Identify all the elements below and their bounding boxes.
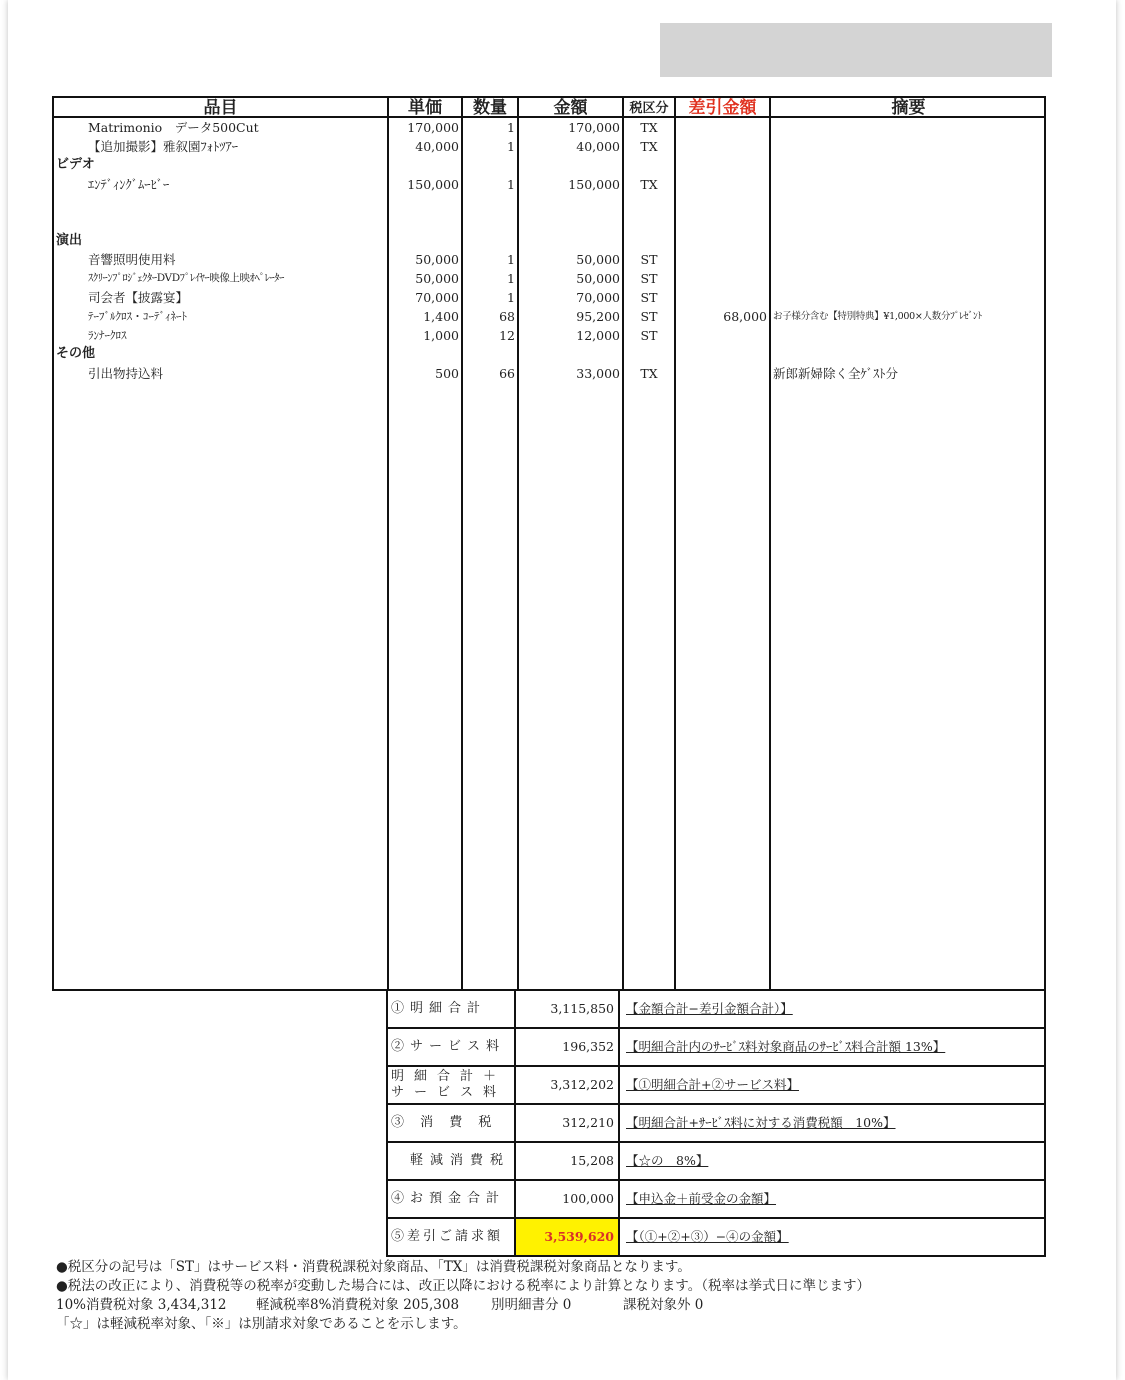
header-unit-price: 単価 xyxy=(408,98,442,118)
quantity: 1 xyxy=(507,120,515,135)
summary-row-service-charge xyxy=(388,1027,1044,1065)
amount: 150,000 xyxy=(568,177,620,192)
non-taxable: 課税対象外 0 xyxy=(623,1297,704,1313)
summary-row-consumption-tax xyxy=(388,1103,1044,1141)
summary-amount-highlight: 3,539,620 xyxy=(516,1219,620,1255)
tax-class: ST xyxy=(640,328,658,343)
item-name: 司会者【披露宴】 xyxy=(88,290,189,305)
footnotes xyxy=(56,1258,870,1334)
category-label: その他 xyxy=(56,346,96,361)
summary-note: 【金額合計−差引金額合計）】 xyxy=(626,1001,793,1016)
header-tax-class: 税区分 xyxy=(629,101,669,116)
quantity: 1 xyxy=(507,139,515,154)
summary-amount: 100,000 xyxy=(516,1181,620,1217)
summary-amount: 3,312,202 xyxy=(516,1067,620,1103)
column-divider xyxy=(387,98,389,989)
summary-note: 【☆の 8%】 xyxy=(626,1153,709,1168)
quantity: 12 xyxy=(499,328,515,343)
header-discount: 差引金額 xyxy=(688,98,757,118)
footnote-line: ●税法の改正により、消費税等の税率が変動した場合には、改正以降における税率により計算となります。（税率は挙式日に準じます） xyxy=(56,1278,870,1294)
amount: 50,000 xyxy=(576,271,620,286)
column-divider xyxy=(769,98,771,989)
summary-note: 【明細合計+ｻｰﾋﾞｽ料に対する消費税額 10%】 xyxy=(626,1115,896,1130)
amount: 12,000 xyxy=(576,328,620,343)
summary-label: ③ 消 費 税 xyxy=(388,1105,516,1141)
quantity: 68 xyxy=(499,309,515,324)
footnote-tax-breakdown xyxy=(56,1296,870,1315)
summary-label: ②サービス料 xyxy=(388,1029,516,1065)
tax-class: ST xyxy=(640,252,658,267)
tax-class: TX xyxy=(640,177,658,192)
unit-price: 1,400 xyxy=(423,309,459,324)
amount: 33,000 xyxy=(576,366,620,381)
summary-amount: 196,352 xyxy=(516,1029,620,1065)
quantity: 1 xyxy=(507,252,515,267)
quantity: 1 xyxy=(507,271,515,286)
summary-note: 【（①+②+③）−④の金額】 xyxy=(626,1229,789,1244)
column-divider xyxy=(517,98,519,989)
amount: 170,000 xyxy=(568,120,620,135)
summary-label-line: 明細合計＋ xyxy=(391,1069,507,1084)
summary-row-deposit xyxy=(388,1179,1044,1217)
tax-class: TX xyxy=(640,139,658,154)
unit-price: 50,000 xyxy=(415,252,459,267)
item-name: ﾗﾝﾅｰｸﾛｽ xyxy=(88,329,127,342)
separate-statement: 別明細書分 0 xyxy=(491,1297,572,1313)
item-name: 【追加撮影】雅叙園ﾌｫﾄﾂｱｰ xyxy=(88,139,239,154)
summary-amount: 15,208 xyxy=(516,1143,620,1179)
summary-box xyxy=(386,989,1046,1257)
column-divider xyxy=(622,98,624,989)
summary-label: ①明細合計 xyxy=(388,991,516,1027)
summary-note: 【申込金＋前受金の金額】 xyxy=(626,1191,777,1206)
summary-row-balance-due xyxy=(388,1217,1044,1255)
quantity: 66 xyxy=(499,366,515,381)
quantity: 1 xyxy=(507,290,515,305)
item-name: ｽｸﾘｰﾝﾌﾟﾛｼﾞｪｸﾀｰDVDﾌﾟﾚｲﾔｰ映像上映ｵﾍﾟﾚｰﾀｰ xyxy=(88,272,284,284)
summary-note: 【①明細合計+②サービス料】 xyxy=(626,1077,799,1092)
unit-price: 500 xyxy=(435,366,459,381)
tax-class: ST xyxy=(640,309,658,324)
header-amount: 金額 xyxy=(553,98,588,118)
summary-label-line: サービス料 xyxy=(391,1085,507,1100)
remarks: 新郎新婦除く全ｹﾞｽﾄ分 xyxy=(773,366,899,381)
summary-row-subtotal xyxy=(388,989,1044,1027)
item-name: 引出物持込料 xyxy=(88,366,164,381)
item-name: Matrimonio データ500Cut xyxy=(88,120,259,135)
tax-class: ST xyxy=(640,290,658,305)
header-quantity: 数量 xyxy=(473,98,507,118)
column-divider xyxy=(674,98,676,989)
item-name: ｴﾝﾃﾞｨﾝｸﾞﾑｰﾋﾞｰ xyxy=(88,177,170,192)
amount: 50,000 xyxy=(576,252,620,267)
unit-price: 70,000 xyxy=(415,290,459,305)
summary-amount: 312,210 xyxy=(516,1105,620,1141)
tax-class: ST xyxy=(640,271,658,286)
tax-class: TX xyxy=(640,120,658,135)
quantity: 1 xyxy=(507,177,515,192)
category-label: ビデオ xyxy=(56,157,95,172)
summary-row-reduced-tax xyxy=(388,1141,1044,1179)
footnote-line: ●税区分の記号は「ST」はサービス料・消費税課税対象商品、「TX」は消費税課税対象商品となります。 xyxy=(56,1259,691,1275)
tax-10-target: 10%消費税対象 3,434,312 xyxy=(56,1297,227,1313)
summary-label: ④お預金合計 xyxy=(388,1181,516,1217)
item-name: 音響照明使用料 xyxy=(88,252,176,267)
summary-label: 軽減消費税 xyxy=(388,1143,516,1179)
items-table xyxy=(52,96,1046,991)
footnote-line: 「☆」は軽減税率対象、「※」は別請求対象であることを示します。 xyxy=(56,1316,467,1332)
summary-row-subtotal-plus-service xyxy=(388,1065,1044,1103)
unit-price: 40,000 xyxy=(415,139,459,154)
unit-price: 1,000 xyxy=(423,328,459,343)
summary-note: 【明細合計内のｻｰﾋﾞｽ料対象商品のｻｰﾋﾞｽ料合計額 13%】 xyxy=(626,1039,946,1054)
amount: 70,000 xyxy=(576,290,620,305)
category-label: 演出 xyxy=(56,233,83,248)
remarks: お子様分含む【特別特典】¥1,000×人数分ﾌﾟﾚｾﾞﾝﾄ xyxy=(773,311,982,322)
header-remarks: 摘要 xyxy=(891,98,926,118)
summary-label: ⑤差引ご請求額 xyxy=(388,1219,516,1255)
amount: 40,000 xyxy=(576,139,620,154)
tax-8-target: 軽減税率8%消費税対象 205,308 xyxy=(256,1297,460,1313)
unit-price: 150,000 xyxy=(407,177,459,192)
column-divider xyxy=(461,98,463,989)
item-name: ﾃｰﾌﾞﾙｸﾛｽ・ｺｰﾃﾞｨﾈｰﾄ xyxy=(88,310,187,323)
amount: 95,200 xyxy=(576,309,620,324)
unit-price: 170,000 xyxy=(407,120,459,135)
discount-amount: 68,000 xyxy=(723,309,767,324)
header-item: 品目 xyxy=(203,98,238,118)
unit-price: 50,000 xyxy=(415,271,459,286)
summary-label xyxy=(388,1067,516,1103)
tax-class: TX xyxy=(640,366,658,381)
redacted-block xyxy=(660,23,1052,77)
summary-amount: 3,115,850 xyxy=(516,991,620,1027)
